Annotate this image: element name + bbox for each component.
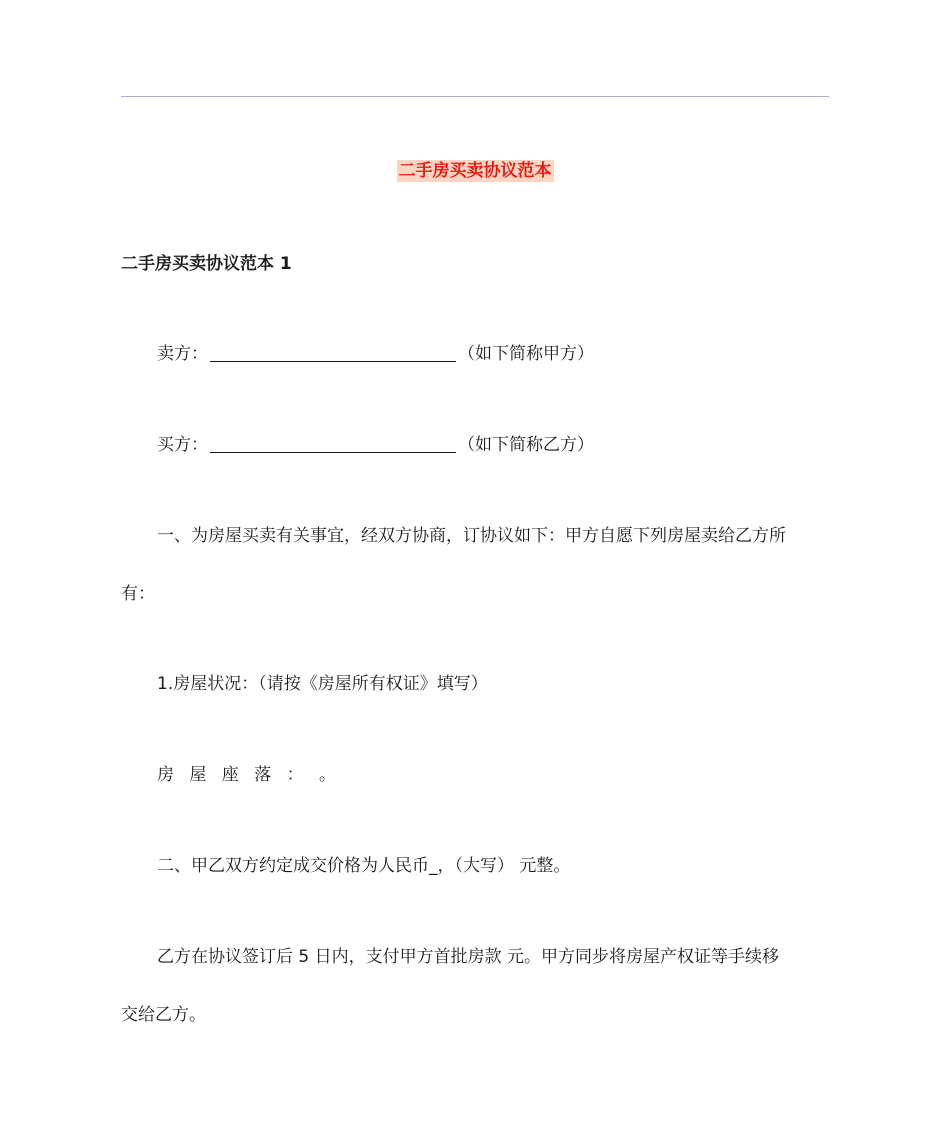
buyer-suffix: （如下简称乙方） — [458, 435, 594, 455]
buyer-label: 买方： — [157, 435, 208, 455]
payment-line2: 交给乙方。 — [121, 1005, 206, 1025]
document-title — [0, 158, 950, 184]
house-location: 房 屋 座 落 ： 。 — [157, 765, 342, 785]
seller-line — [121, 341, 869, 367]
buyer-line — [121, 432, 869, 458]
seller-label: 卖方： — [157, 344, 208, 364]
clause1-line1: 一、为房屋买卖有关事宜，经双方协商，订协议如下：甲方自愿下列房屋卖给乙方所 — [157, 526, 786, 546]
section-heading: 二手房买卖协议范本 1 — [121, 254, 292, 274]
header-rule — [121, 96, 829, 97]
payment-line1: 乙方在协议签订后 5 日内，支付甲方首批房款 元。甲方同步将房屋产权证等手续移 — [157, 947, 780, 967]
document-title-text: 二手房买卖协议范本 — [398, 161, 552, 181]
house-status: 1.房屋状况：（请按《房屋所有权证》填写） — [157, 674, 488, 694]
clause1-line2: 有： — [121, 584, 155, 604]
buyer-blank — [210, 434, 456, 453]
seller-blank — [210, 343, 456, 362]
clause2: 二、甲乙双方约定成交价格为人民币_，（大写） 元整。 — [157, 856, 571, 876]
seller-suffix: （如下简称甲方） — [458, 344, 594, 364]
